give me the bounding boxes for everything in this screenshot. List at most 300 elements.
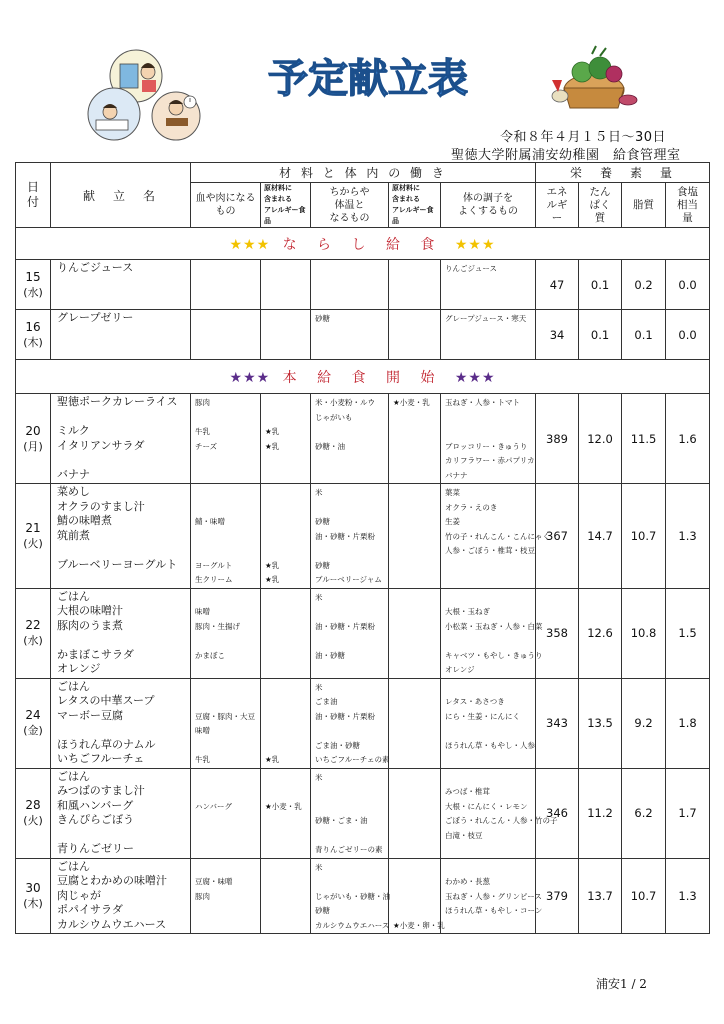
energy-ingredients bbox=[311, 484, 389, 589]
energy-ingredients-line bbox=[315, 785, 388, 800]
energy-ingredients-line: じゃがいも bbox=[315, 412, 353, 422]
dish-line bbox=[57, 543, 190, 558]
menu-row bbox=[16, 768, 710, 858]
salt-value: 0.0 bbox=[666, 260, 710, 310]
energy-value: 47 bbox=[536, 260, 579, 310]
fat-value: 10.8 bbox=[622, 588, 666, 678]
fat-value: 11.5 bbox=[622, 394, 666, 484]
body-ingredients-line bbox=[445, 843, 535, 858]
energy-ingredients-line bbox=[315, 501, 388, 516]
body-ingredients-line bbox=[445, 634, 535, 649]
dish-line bbox=[57, 723, 190, 738]
blood-ingredients-line bbox=[195, 681, 260, 696]
dish-list bbox=[51, 394, 191, 484]
body-ingredients-line: 生姜 bbox=[445, 517, 460, 526]
allergy-1-line bbox=[265, 724, 310, 739]
allergy-1-line bbox=[265, 739, 310, 754]
body-ingredients-line: 玉ねぎ・人参・グリンピース bbox=[445, 891, 542, 901]
energy-ingredients bbox=[311, 768, 389, 858]
dish-line: 聖徳ポークカレーライス bbox=[57, 395, 178, 408]
blood-ingredients bbox=[191, 858, 261, 934]
body-ingredients-line bbox=[445, 861, 535, 876]
energy-ingredients-line bbox=[315, 605, 388, 620]
body-ingredients-line: ほうれん草・もやし・コーン bbox=[445, 906, 543, 915]
energy-ingredients-line bbox=[315, 425, 388, 440]
allergy-1-line bbox=[265, 486, 310, 501]
dish-line: グレープゼリー bbox=[57, 311, 134, 324]
allergy-1 bbox=[261, 588, 311, 678]
title-text: 予定献立表 bbox=[268, 56, 468, 102]
allergy-2-line: ★小麦・卵・乳 bbox=[393, 920, 445, 930]
dish-line bbox=[57, 633, 190, 648]
dish-line: 筑前煮 bbox=[57, 528, 90, 542]
allergy-1-line bbox=[265, 396, 310, 411]
body-ingredients-line bbox=[445, 425, 535, 440]
day-number: 21 bbox=[25, 520, 41, 535]
dish-line: 豚肉のうま煮 bbox=[57, 618, 123, 632]
allergy-2 bbox=[389, 588, 441, 678]
day-number: 28 bbox=[25, 798, 41, 812]
dish-line: 青りんごゼリー bbox=[57, 842, 134, 855]
day-number: 20 bbox=[25, 423, 41, 438]
protein-value: 13.5 bbox=[579, 678, 622, 768]
energy-value: 379 bbox=[536, 858, 579, 934]
energy-ingredients-line: 米 bbox=[315, 682, 323, 692]
body-ingredients-line: みつば・椎茸 bbox=[445, 787, 490, 796]
energy-ingredients-line bbox=[315, 724, 388, 739]
allergy-2-line bbox=[393, 861, 440, 876]
blood-ingredients-line bbox=[195, 530, 260, 545]
dish-line: 菜めし bbox=[57, 485, 90, 498]
col-blood-flesh: 血や肉になるもの bbox=[191, 183, 261, 228]
dish-line: 鯖の味噌煮 bbox=[57, 514, 112, 527]
date-range: 令和８年４月１５日～30日 bbox=[500, 130, 667, 145]
allergy-1-line bbox=[265, 829, 310, 844]
allergy-2-line bbox=[393, 454, 440, 469]
body-ingredients-line: 大根・玉ねぎ bbox=[445, 607, 490, 616]
allergy-2-line bbox=[393, 425, 440, 440]
protein-value: 11.2 bbox=[579, 768, 622, 858]
blood-ingredients-line: ヨーグルト bbox=[195, 560, 233, 570]
body-ingredients-line bbox=[445, 591, 535, 606]
day-of-week: (木) bbox=[23, 896, 43, 910]
blood-ingredients-line bbox=[195, 695, 260, 710]
energy-value: 34 bbox=[536, 310, 579, 360]
energy-ingredients-line bbox=[315, 544, 388, 559]
protein-value: 13.7 bbox=[579, 858, 622, 934]
salt-value: 1.3 bbox=[666, 484, 710, 589]
dish-line: 和風ハンバーグ bbox=[57, 798, 134, 812]
dish-list bbox=[51, 310, 191, 360]
menu-row bbox=[16, 310, 710, 360]
blood-ingredients-line: 生クリーム bbox=[195, 575, 233, 584]
blood-ingredients-line bbox=[195, 591, 260, 606]
day-of-week: (金) bbox=[23, 724, 43, 737]
organization: 聖徳大学附属浦安幼稚園 給食管理室 bbox=[451, 148, 681, 163]
blood-ingredients-line: 豚肉 bbox=[195, 398, 210, 407]
allergy-2 bbox=[389, 858, 445, 934]
date-cell bbox=[16, 260, 51, 310]
protein-value: 0.1 bbox=[579, 260, 622, 310]
body-ingredients bbox=[441, 588, 543, 678]
dish-line: オレンジ bbox=[57, 662, 101, 675]
dish-line: 肉じゃが bbox=[57, 888, 101, 902]
energy-ingredients bbox=[311, 260, 389, 310]
energy-ingredients-line bbox=[315, 800, 388, 815]
date-cell bbox=[16, 310, 51, 360]
blood-ingredients bbox=[191, 768, 261, 858]
dish-list bbox=[51, 768, 191, 858]
body-ingredients bbox=[441, 310, 536, 360]
energy-value: 389 bbox=[536, 394, 579, 484]
body-ingredients-line: ほうれん草・もやし・人参 bbox=[445, 740, 535, 750]
menu-row bbox=[16, 260, 710, 310]
energy-ingredients-line bbox=[315, 454, 388, 469]
blood-ingredients-line bbox=[195, 843, 260, 858]
fat-value: 10.7 bbox=[622, 484, 666, 589]
allergy-1 bbox=[261, 858, 311, 934]
banner-start-text: 本 給 食 開 始 bbox=[270, 369, 455, 386]
energy-ingredients-line: 砂糖・油 bbox=[315, 441, 345, 451]
energy-ingredients-line: 米 bbox=[315, 772, 323, 782]
banner-trial-text: な ら し 給 食 bbox=[282, 236, 443, 253]
dish-line: オクラのすまし汁 bbox=[57, 499, 145, 513]
dish-line: ごはん bbox=[57, 769, 90, 783]
allergy-1 bbox=[261, 310, 311, 360]
dish-line: ブルーベリーヨーグルト bbox=[57, 557, 178, 571]
body-ingredients-line: りんごジュース bbox=[445, 264, 497, 273]
allergy-2-line bbox=[393, 440, 440, 455]
body-ingredients-line: カリフラワー・赤パプリカ bbox=[445, 456, 535, 465]
body-ingredients-line: ごぼう・れんこん・人参・竹の子 bbox=[445, 816, 558, 825]
body-ingredients-line bbox=[445, 724, 535, 739]
dish-line: ほうれん草のナムル bbox=[57, 737, 156, 751]
allergy-2 bbox=[389, 260, 441, 310]
body-ingredients-line: にら・生姜・にんにく bbox=[445, 711, 520, 721]
allergy-2-line bbox=[393, 890, 440, 905]
allergy-1-line bbox=[265, 785, 310, 800]
banner-trial bbox=[16, 228, 710, 260]
day-of-week: (火) bbox=[23, 536, 43, 550]
body-ingredients bbox=[441, 260, 536, 310]
blood-ingredients-line: 豆腐・味噌 bbox=[195, 877, 233, 886]
energy-ingredients-line: 砂糖 bbox=[315, 560, 330, 570]
body-ingredients-line: オクラ・えのき bbox=[445, 502, 498, 512]
salt-value: 0.0 bbox=[666, 310, 710, 360]
body-ingredients-line: オレンジ bbox=[445, 665, 475, 674]
allergy-2 bbox=[389, 394, 441, 484]
vegetable-basket-illustration bbox=[548, 44, 640, 116]
blood-ingredients-line: 牛乳 bbox=[195, 755, 210, 764]
dish-line: イタリアンサラダ bbox=[57, 438, 145, 452]
blood-ingredients-line bbox=[195, 454, 260, 469]
allergy-2 bbox=[389, 768, 441, 858]
dish-list bbox=[51, 678, 191, 768]
salt-value: 1.7 bbox=[666, 768, 710, 858]
body-ingredients-line: グレープジュース・寒天 bbox=[445, 314, 527, 323]
energy-ingredients-line: 米・小麦粉・ルウ bbox=[315, 398, 375, 407]
dish-line: レタスの中華スープ bbox=[57, 694, 155, 707]
body-ingredients bbox=[441, 484, 550, 589]
body-ingredients-line: 葉菜 bbox=[445, 488, 460, 497]
energy-ingredients-line: 油・砂糖 bbox=[315, 650, 345, 660]
protein-value: 0.1 bbox=[579, 310, 622, 360]
allergy-1 bbox=[261, 260, 311, 310]
dish-list bbox=[51, 858, 191, 934]
blood-ingredients-line bbox=[195, 486, 260, 501]
date-cell bbox=[16, 484, 51, 589]
col-allergy-1: 原材料に 含まれる アレルギー食品 bbox=[261, 183, 311, 228]
dish-list bbox=[51, 260, 191, 310]
blood-ingredients-line bbox=[195, 829, 260, 844]
body-ingredients-line: レタス・あさつき bbox=[445, 697, 505, 706]
energy-value: 346 bbox=[536, 768, 579, 858]
blood-ingredients-line: かまぼこ bbox=[195, 650, 225, 660]
blood-ingredients-line bbox=[195, 904, 260, 919]
banner-start bbox=[16, 360, 710, 394]
dish-line bbox=[57, 410, 190, 425]
allergy-1 bbox=[261, 394, 311, 484]
body-ingredients-line bbox=[445, 753, 535, 768]
dish-line: 豆腐とわかめの味噌汁 bbox=[57, 874, 167, 887]
allergy-2-line: ★小麦・乳 bbox=[393, 398, 430, 407]
dish-line bbox=[57, 828, 190, 843]
body-ingredients-line: 玉ねぎ・人参・トマト bbox=[445, 398, 520, 407]
kids-daily-life-illustration bbox=[86, 46, 212, 144]
blood-ingredients-line: 牛乳 bbox=[195, 427, 210, 436]
energy-ingredients-line: じゃがいも・砂糖・油 bbox=[315, 891, 390, 901]
day-number: 16 bbox=[25, 319, 41, 334]
blood-ingredients-line bbox=[195, 544, 260, 559]
allergy-2 bbox=[389, 310, 441, 360]
blood-ingredients-line bbox=[195, 501, 260, 516]
energy-ingredients bbox=[311, 310, 389, 360]
allergy-1-line: ★乳 bbox=[265, 560, 280, 570]
menu-row bbox=[16, 484, 710, 589]
dish-line: いちごフルーチェ bbox=[57, 752, 145, 765]
energy-ingredients-line: 米 bbox=[315, 592, 323, 602]
day-of-week: (水) bbox=[23, 285, 43, 299]
day-of-week: (火) bbox=[23, 814, 43, 827]
energy-value: 343 bbox=[536, 678, 579, 768]
blood-ingredients-line: 豆腐・豚肉・大豆 bbox=[195, 711, 255, 721]
fat-value: 0.1 bbox=[622, 310, 666, 360]
energy-ingredients bbox=[311, 678, 389, 768]
allergy-1-line: ★乳 bbox=[265, 755, 280, 764]
energy-value: 367 bbox=[536, 484, 579, 589]
body-ingredients-line: 竹の子・れんこん・こんにゃく bbox=[445, 531, 550, 541]
salt-value: 1.6 bbox=[666, 394, 710, 484]
energy-ingredients bbox=[311, 394, 389, 484]
blood-ingredients-line: 豚肉・生揚げ bbox=[195, 621, 240, 631]
menu-row bbox=[16, 394, 710, 484]
fat-value: 6.2 bbox=[622, 768, 666, 858]
blood-ingredients-line bbox=[195, 785, 260, 800]
body-ingredients bbox=[441, 858, 543, 934]
body-ingredients-line bbox=[445, 411, 535, 426]
body-ingredients bbox=[441, 678, 536, 768]
date-cell bbox=[16, 394, 51, 484]
dish-line: きんぴらごぼう bbox=[57, 813, 134, 826]
energy-ingredients-line: 米 bbox=[315, 862, 323, 872]
body-ingredients-line bbox=[445, 919, 535, 934]
menu-table bbox=[15, 162, 710, 934]
title-graphic bbox=[258, 52, 478, 102]
menu-row bbox=[16, 858, 710, 934]
col-fat: 脂質 bbox=[622, 183, 666, 228]
day-number: 24 bbox=[25, 708, 41, 722]
energy-ingredients-line: 青りんごゼリーの素 bbox=[315, 845, 383, 854]
day-of-week: (月) bbox=[23, 439, 43, 453]
blood-ingredients bbox=[191, 588, 261, 678]
dish-line: マーボー豆腐 bbox=[57, 708, 123, 722]
allergy-2-line bbox=[393, 904, 440, 919]
dish-line: ミルク bbox=[57, 424, 90, 437]
energy-ingredients-line: 砂糖 bbox=[315, 314, 330, 323]
energy-ingredients bbox=[311, 858, 389, 934]
dish-line: ごはん bbox=[57, 589, 90, 603]
dish-line: ポパイサラダ bbox=[57, 903, 123, 916]
col-salt: 食塩 相当 量 bbox=[666, 183, 710, 228]
date-cell bbox=[16, 678, 51, 768]
fat-value: 10.7 bbox=[622, 858, 666, 934]
allergy-1-line bbox=[265, 843, 310, 858]
blood-ingredients-line: ハンバーグ bbox=[195, 801, 232, 811]
blood-ingredients bbox=[191, 678, 261, 768]
day-number: 15 bbox=[25, 269, 41, 284]
dish-list bbox=[51, 484, 191, 589]
blood-ingredients bbox=[191, 394, 261, 484]
blood-ingredients-line: 味噌 bbox=[195, 607, 210, 616]
day-number: 30 bbox=[25, 880, 41, 895]
allergy-1-line: ★乳 bbox=[265, 575, 280, 584]
dish-list bbox=[51, 588, 191, 678]
allergy-1-line bbox=[265, 771, 310, 786]
energy-ingredients-line: ごま油 bbox=[315, 697, 338, 706]
fat-value: 9.2 bbox=[622, 678, 666, 768]
energy-ingredients-line bbox=[315, 829, 388, 844]
dish-line: 大根の味噌汁 bbox=[57, 604, 123, 617]
energy-ingredients-line: カルシウムウエハース bbox=[315, 920, 390, 930]
menu-row bbox=[16, 588, 710, 678]
body-ingredients-line: 人参・ごぼう・椎茸・枝豆 bbox=[445, 546, 535, 555]
blood-ingredients bbox=[191, 260, 261, 310]
col-protein: たん ぱく 質 bbox=[579, 183, 622, 228]
salt-value: 1.8 bbox=[666, 678, 710, 768]
dish-line: みつばのすまし汁 bbox=[57, 784, 145, 797]
col-energy-source: ちからや 体温と なるもの bbox=[311, 183, 389, 228]
body-ingredients-line: キャベツ・もやし・きゅうり bbox=[445, 650, 543, 660]
dish-line: ごはん bbox=[57, 679, 90, 693]
blood-ingredients bbox=[191, 484, 261, 589]
page-number: 浦安1 / 2 bbox=[596, 977, 647, 991]
allergy-1-line bbox=[265, 530, 310, 545]
energy-ingredients-line: 砂糖 bbox=[315, 906, 330, 915]
allergy-2-line bbox=[393, 469, 440, 484]
protein-value: 12.0 bbox=[579, 394, 622, 484]
allergy-2 bbox=[389, 678, 441, 768]
body-ingredients-line bbox=[445, 771, 535, 786]
blood-ingredients-line bbox=[195, 634, 260, 649]
blood-ingredients-line: チーズ bbox=[195, 441, 218, 451]
date-cell bbox=[16, 588, 51, 678]
allergy-1-line bbox=[265, 710, 310, 725]
energy-ingredients-line: ごま油・砂糖 bbox=[315, 740, 360, 750]
blood-ingredients-line: 豚肉 bbox=[195, 891, 210, 901]
protein-value: 14.7 bbox=[579, 484, 622, 589]
body-ingredients bbox=[441, 394, 536, 484]
fat-value: 0.2 bbox=[622, 260, 666, 310]
allergy-2-line bbox=[393, 875, 440, 890]
col-allergy-2: 原材料に 含まれる アレルギー食品 bbox=[389, 183, 441, 228]
salt-value: 1.3 bbox=[666, 858, 710, 934]
allergy-1-line: ★小麦・乳 bbox=[265, 801, 302, 811]
body-ingredients-line: 小松菜・玉ねぎ・人参・白菜 bbox=[445, 621, 543, 631]
blood-ingredients-line: 味噌 bbox=[195, 726, 210, 735]
dish-line: りんごジュース bbox=[57, 261, 134, 274]
allergy-1-line bbox=[265, 681, 310, 696]
energy-ingredients-line: 油・砂糖・片栗粉 bbox=[315, 621, 375, 631]
energy-ingredients-line bbox=[315, 634, 388, 649]
body-ingredients-line: わかめ・長葱 bbox=[445, 877, 490, 886]
dish-line: かまぼこサラダ bbox=[57, 647, 134, 661]
dish-line: ごはん bbox=[57, 859, 90, 873]
blood-ingredients-line bbox=[195, 919, 260, 934]
protein-value: 12.6 bbox=[579, 588, 622, 678]
allergy-1-line bbox=[265, 501, 310, 516]
day-of-week: (木) bbox=[23, 335, 43, 349]
star-icons: ★★★ bbox=[454, 369, 496, 386]
dish-line bbox=[57, 453, 190, 468]
body-ingredients-line: バナナ bbox=[445, 470, 468, 480]
body-ingredients-line bbox=[445, 681, 535, 696]
allergy-1-line bbox=[265, 515, 310, 530]
body-ingredients-line: 大根・にんにく・レモン bbox=[445, 801, 528, 811]
allergy-1 bbox=[261, 484, 311, 589]
energy-ingredients-line bbox=[315, 469, 388, 484]
energy-ingredients-line: 砂糖・ごま・油 bbox=[315, 816, 368, 825]
allergy-1-line bbox=[265, 469, 310, 484]
blood-ingredients bbox=[191, 310, 261, 360]
blood-ingredients-line: 鯖・味噌 bbox=[195, 517, 225, 526]
blood-ingredients-line bbox=[195, 411, 260, 426]
energy-ingredients-line: 油・砂糖・片栗粉 bbox=[315, 711, 375, 721]
banner-start-cell bbox=[16, 360, 710, 394]
dish-line: バナナ bbox=[57, 467, 90, 481]
allergy-1 bbox=[261, 678, 311, 768]
date-cell bbox=[16, 858, 51, 934]
energy-ingredients-line: 油・砂糖・片栗粉 bbox=[315, 531, 375, 541]
blood-ingredients-line bbox=[195, 861, 260, 876]
col-energy: エネ ルギ ー bbox=[536, 183, 579, 228]
allergy-1-line: ★乳 bbox=[265, 427, 280, 436]
day-number: 22 bbox=[25, 618, 41, 632]
allergy-2-line bbox=[393, 411, 440, 426]
dish-line: カルシウムウエハース bbox=[57, 917, 167, 931]
energy-ingredients-line: ブルーベリージャム bbox=[315, 575, 382, 584]
star-icons: ★★★ bbox=[229, 369, 271, 386]
blood-ingredients-line bbox=[195, 771, 260, 786]
energy-value: 358 bbox=[536, 588, 579, 678]
col-ingredients-group: 材 料 と 体 内 の 働 き bbox=[191, 163, 536, 183]
allergy-1-line bbox=[265, 695, 310, 710]
blood-ingredients-line bbox=[195, 663, 260, 678]
allergy-1-line bbox=[265, 544, 310, 559]
menu-row bbox=[16, 678, 710, 768]
allergy-1-line: ★乳 bbox=[265, 441, 280, 451]
allergy-1-line bbox=[265, 814, 310, 829]
energy-ingredients-line bbox=[315, 663, 388, 678]
